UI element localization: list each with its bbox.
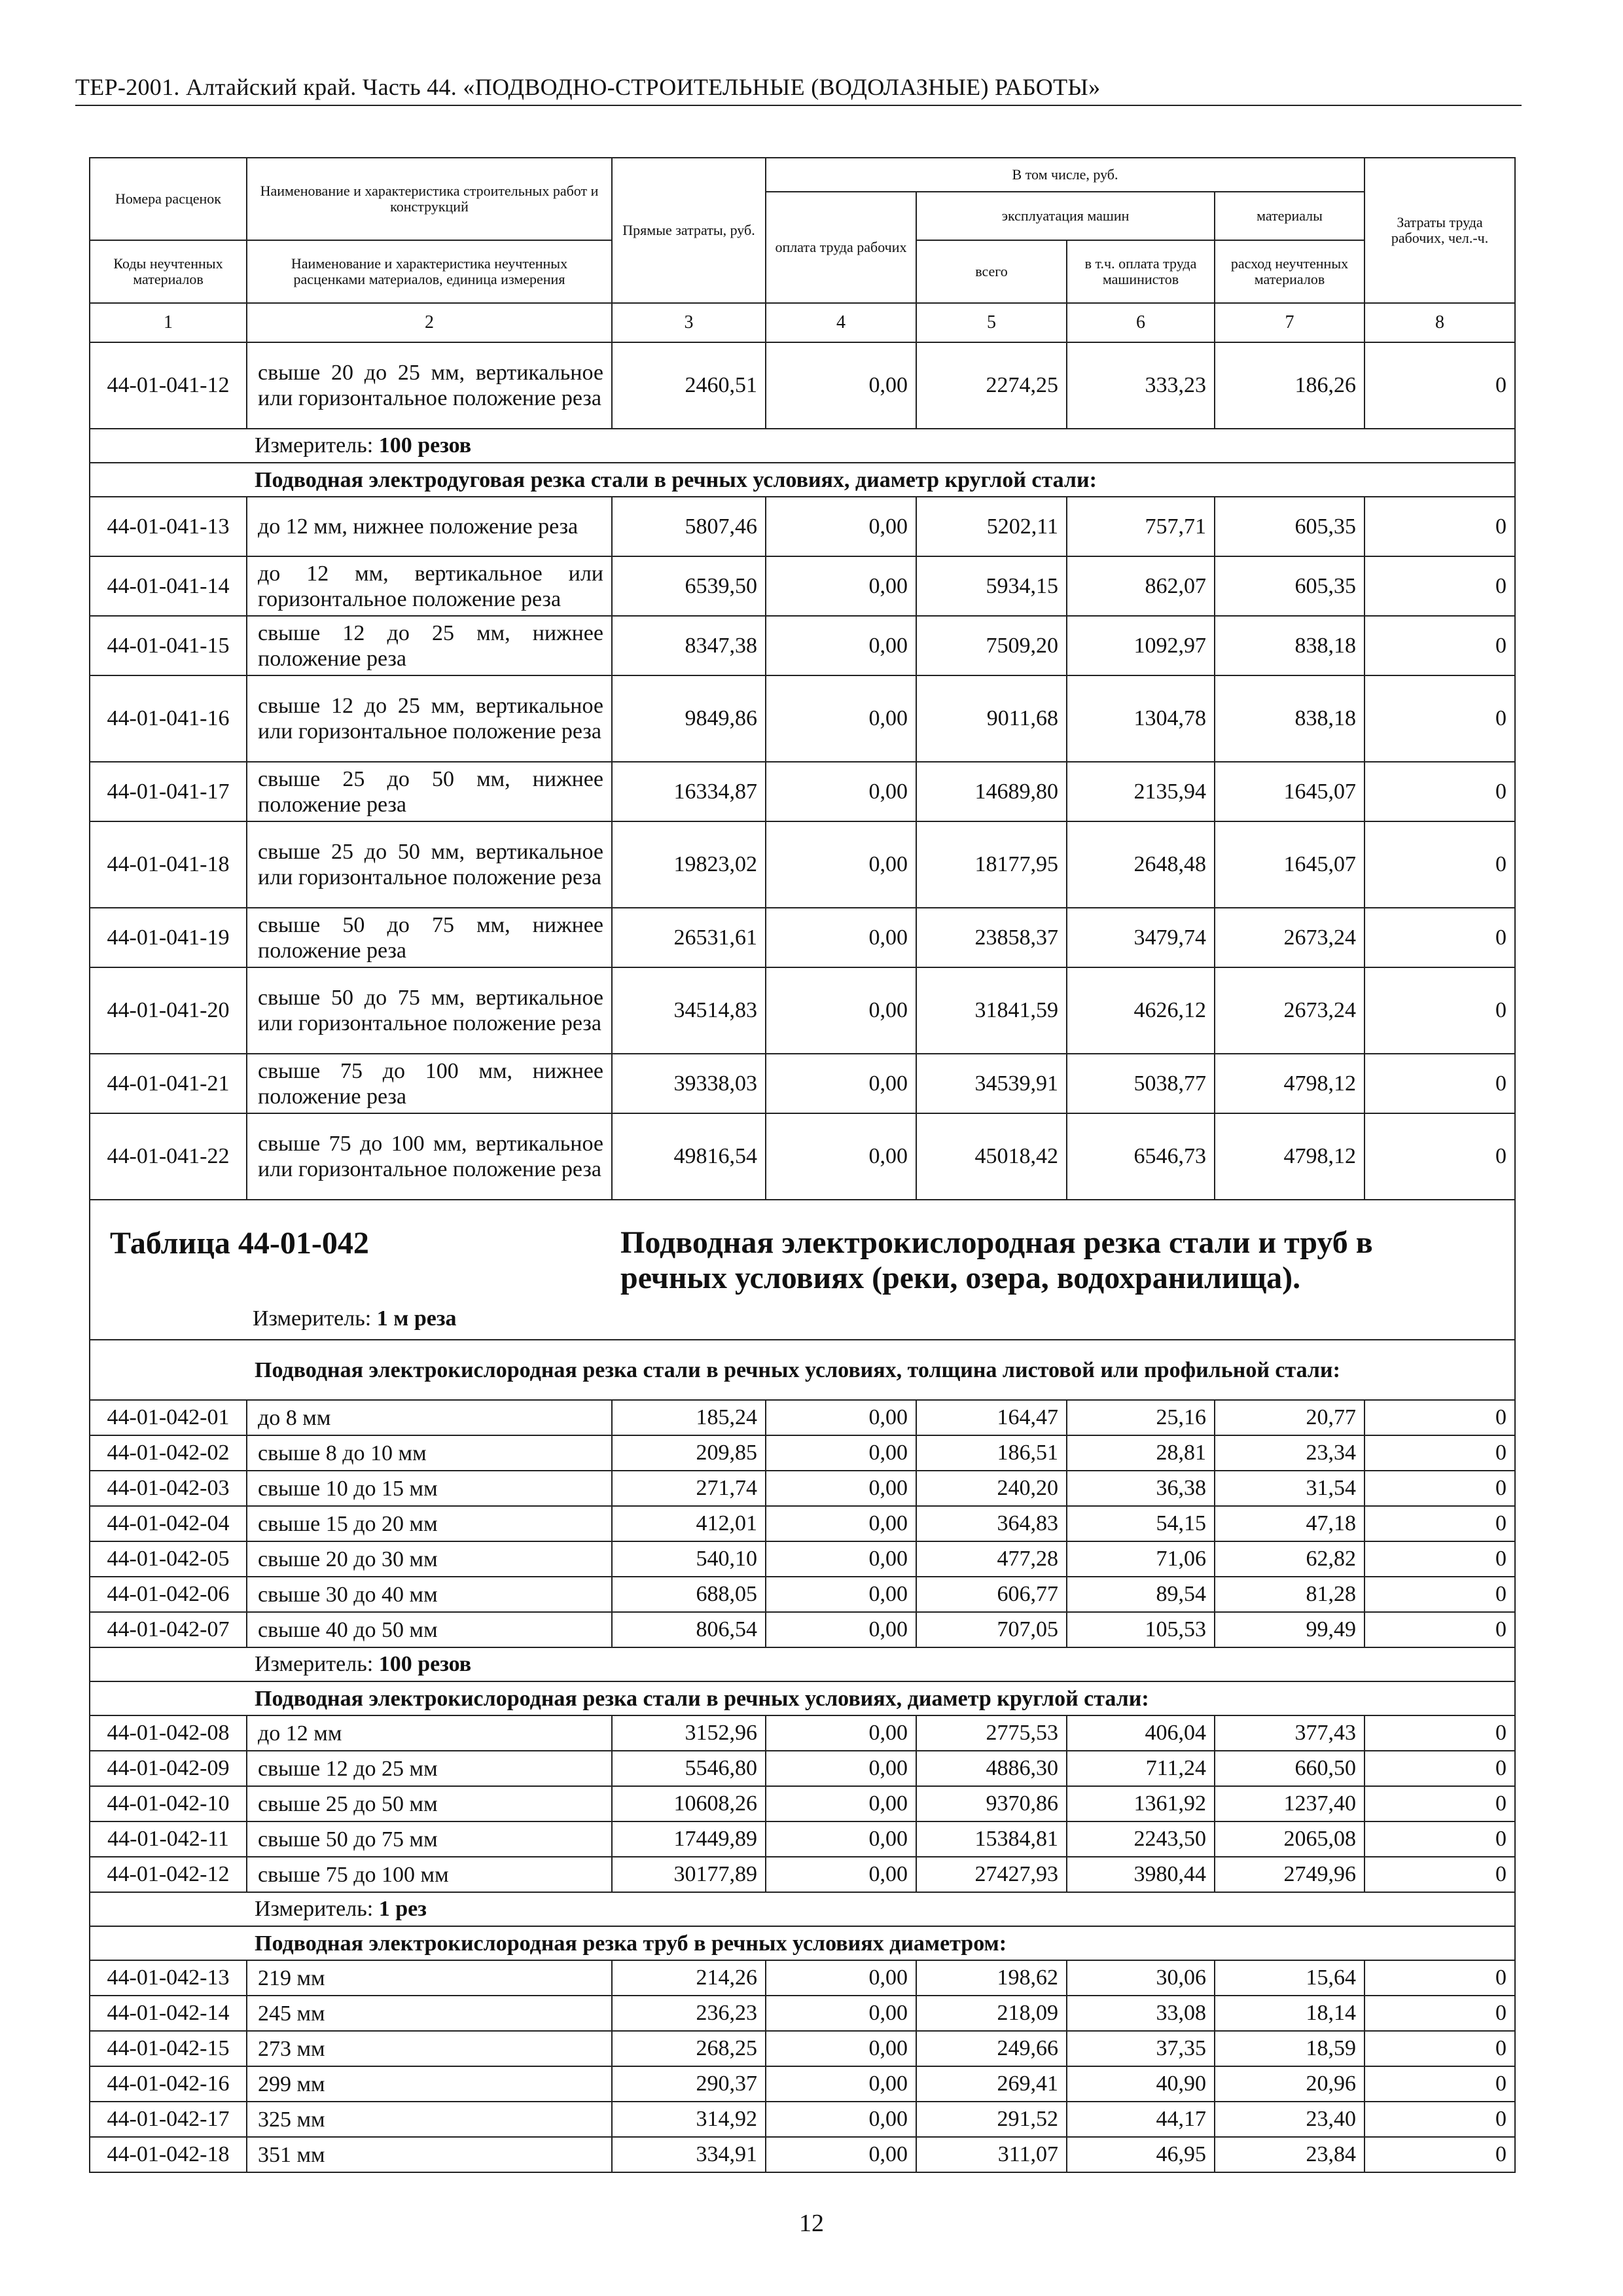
measure-row: Измеритель: 100 резов bbox=[247, 429, 1515, 463]
section-heading: Подводная электрокислородная резка стали в речных условиях, толщина листовой или профильной стали: bbox=[247, 1340, 1515, 1400]
value-cell: 2749,96 bbox=[1215, 1857, 1364, 1892]
value-cell: 0,00 bbox=[766, 2137, 916, 2172]
rate-code: 44-01-042-04 bbox=[90, 1506, 247, 1541]
value-cell: 4798,12 bbox=[1215, 1113, 1364, 1200]
value-cell: 0,00 bbox=[766, 1577, 916, 1612]
table-row bbox=[90, 1400, 1515, 1435]
value-cell: 1237,40 bbox=[1215, 1786, 1364, 1821]
rate-code: 44-01-041-19 bbox=[90, 908, 247, 967]
rate-code: 44-01-041-13 bbox=[90, 497, 247, 556]
value-cell: 0,00 bbox=[766, 1400, 916, 1435]
value-cell: 0 bbox=[1364, 967, 1515, 1054]
rate-code: 44-01-041-15 bbox=[90, 616, 247, 675]
value-cell: 0,00 bbox=[766, 497, 916, 556]
value-cell: 606,77 bbox=[916, 1577, 1067, 1612]
work-description: свыше 75 до 100 мм bbox=[247, 1857, 612, 1892]
value-cell: 605,35 bbox=[1215, 497, 1364, 556]
value-cell: 0,00 bbox=[766, 1821, 916, 1857]
value-cell: 33,08 bbox=[1067, 1996, 1215, 2031]
value-cell: 271,74 bbox=[612, 1471, 766, 1506]
value-cell: 7509,20 bbox=[916, 616, 1067, 675]
work-description: свыше 75 до 100 мм, нижнее положение реза bbox=[247, 1054, 612, 1113]
rate-code: 44-01-041-14 bbox=[90, 556, 247, 616]
col-num: 4 bbox=[766, 303, 916, 342]
value-cell: 2460,51 bbox=[612, 342, 766, 429]
value-cell: 209,85 bbox=[612, 1435, 766, 1471]
value-cell: 19823,02 bbox=[612, 821, 766, 908]
value-cell: 0,00 bbox=[766, 2066, 916, 2102]
table-row bbox=[90, 556, 1515, 616]
value-cell: 218,09 bbox=[916, 1996, 1067, 2031]
value-cell: 0,00 bbox=[766, 1506, 916, 1541]
value-cell: 364,83 bbox=[916, 1506, 1067, 1541]
value-cell: 0,00 bbox=[766, 1996, 916, 2031]
rate-code: 44-01-041-22 bbox=[90, 1113, 247, 1200]
value-cell: 0 bbox=[1364, 762, 1515, 821]
table-row bbox=[90, 1577, 1515, 1612]
col-total: всего bbox=[916, 240, 1067, 303]
value-cell: 311,07 bbox=[916, 2137, 1067, 2172]
value-cell: 89,54 bbox=[1067, 1577, 1215, 1612]
value-cell: 0 bbox=[1364, 2066, 1515, 2102]
value-cell: 377,43 bbox=[1215, 1715, 1364, 1751]
work-description: свыше 8 до 10 мм bbox=[247, 1435, 612, 1471]
col-num: 2 bbox=[247, 303, 612, 342]
col-incl: В том числе, руб. bbox=[766, 158, 1364, 192]
section-heading: Подводная электродуговая резка стали в речных условиях, диаметр круглой стали: bbox=[247, 463, 1515, 497]
value-cell: 23858,37 bbox=[916, 908, 1067, 967]
work-description: до 12 мм, вертикальное или горизонтальное положение реза bbox=[247, 556, 612, 616]
rate-code: 44-01-042-03 bbox=[90, 1471, 247, 1506]
rate-code: 44-01-041-16 bbox=[90, 675, 247, 762]
value-cell: 0 bbox=[1364, 1996, 1515, 2031]
value-cell: 4886,30 bbox=[916, 1751, 1067, 1786]
work-description: свыше 12 до 25 мм, нижнее положение реза bbox=[247, 616, 612, 675]
value-cell: 838,18 bbox=[1215, 675, 1364, 762]
col-unacc-names: Наименование и характеристика неучтенных расценками материалов, единица измерения bbox=[247, 240, 612, 303]
value-cell: 25,16 bbox=[1067, 1400, 1215, 1435]
col-wages: оплата труда рабочих bbox=[766, 192, 916, 303]
value-cell: 0,00 bbox=[766, 1786, 916, 1821]
work-description: 245 мм bbox=[247, 1996, 612, 2031]
rate-code: 44-01-042-15 bbox=[90, 2031, 247, 2066]
value-cell: 10608,26 bbox=[612, 1786, 766, 1821]
table-row bbox=[90, 2066, 1515, 2102]
table-row bbox=[90, 908, 1515, 967]
value-cell: 23,34 bbox=[1215, 1435, 1364, 1471]
value-cell: 862,07 bbox=[1067, 556, 1215, 616]
value-cell: 186,26 bbox=[1215, 342, 1364, 429]
value-cell: 0 bbox=[1364, 1113, 1515, 1200]
work-description: 219 мм bbox=[247, 1960, 612, 1996]
table-row bbox=[90, 1506, 1515, 1541]
page-number: 12 bbox=[799, 2210, 824, 2237]
table-row bbox=[90, 1821, 1515, 1857]
value-cell: 406,04 bbox=[1067, 1715, 1215, 1751]
value-cell: 54,15 bbox=[1067, 1506, 1215, 1541]
value-cell: 18177,95 bbox=[916, 821, 1067, 908]
value-cell: 47,18 bbox=[1215, 1506, 1364, 1541]
work-description: свыше 75 до 100 мм, вертикальное или горизонтальное положение реза bbox=[247, 1113, 612, 1200]
value-cell: 334,91 bbox=[612, 2137, 766, 2172]
rate-code: 44-01-042-06 bbox=[90, 1577, 247, 1612]
table-row bbox=[90, 497, 1515, 556]
table-row bbox=[90, 616, 1515, 675]
value-cell: 268,25 bbox=[612, 2031, 766, 2066]
value-cell: 18,59 bbox=[1215, 2031, 1364, 2066]
value-cell: 0 bbox=[1364, 2102, 1515, 2137]
value-cell: 198,62 bbox=[916, 1960, 1067, 1996]
value-cell: 477,28 bbox=[916, 1541, 1067, 1577]
rate-code: 44-01-041-20 bbox=[90, 967, 247, 1054]
table-row bbox=[90, 1113, 1515, 1200]
value-cell: 5807,46 bbox=[612, 497, 766, 556]
value-cell: 333,23 bbox=[1067, 342, 1215, 429]
value-cell: 0,00 bbox=[766, 2031, 916, 2066]
value-cell: 99,49 bbox=[1215, 1612, 1364, 1647]
header-rule bbox=[75, 105, 1522, 106]
work-description: до 8 мм bbox=[247, 1400, 612, 1435]
work-description: свыше 20 до 30 мм bbox=[247, 1541, 612, 1577]
value-cell: 0 bbox=[1364, 1054, 1515, 1113]
value-cell: 2648,48 bbox=[1067, 821, 1215, 908]
value-cell: 838,18 bbox=[1215, 616, 1364, 675]
value-cell: 36,38 bbox=[1067, 1471, 1215, 1506]
rate-code: 44-01-042-10 bbox=[90, 1786, 247, 1821]
value-cell: 0 bbox=[1364, 821, 1515, 908]
value-cell: 2775,53 bbox=[916, 1715, 1067, 1751]
rate-code: 44-01-041-17 bbox=[90, 762, 247, 821]
table-row bbox=[90, 1435, 1515, 1471]
rates-table bbox=[89, 157, 1516, 2173]
table-row bbox=[90, 967, 1515, 1054]
table-row bbox=[90, 821, 1515, 908]
value-cell: 0,00 bbox=[766, 967, 916, 1054]
value-cell: 2065,08 bbox=[1215, 1821, 1364, 1857]
value-cell: 707,05 bbox=[916, 1612, 1067, 1647]
value-cell: 0 bbox=[1364, 1577, 1515, 1612]
value-cell: 0 bbox=[1364, 1612, 1515, 1647]
rate-code: 44-01-042-17 bbox=[90, 2102, 247, 2137]
value-cell: 269,41 bbox=[916, 2066, 1067, 2102]
table-title-block bbox=[90, 1200, 1515, 1340]
value-cell: 2673,24 bbox=[1215, 967, 1364, 1054]
value-cell: 0 bbox=[1364, 497, 1515, 556]
value-cell: 185,24 bbox=[612, 1400, 766, 1435]
value-cell: 688,05 bbox=[612, 1577, 766, 1612]
value-cell: 0,00 bbox=[766, 2102, 916, 2137]
rate-code: 44-01-042-07 bbox=[90, 1612, 247, 1647]
value-cell: 0,00 bbox=[766, 1960, 916, 1996]
work-description: 325 мм bbox=[247, 2102, 612, 2137]
work-description: 299 мм bbox=[247, 2066, 612, 2102]
work-description: свыше 20 до 25 мм, вертикальное или горизонтальное положение реза bbox=[247, 342, 612, 429]
value-cell: 30,06 bbox=[1067, 1960, 1215, 1996]
value-cell: 0,00 bbox=[766, 1435, 916, 1471]
value-cell: 0,00 bbox=[766, 1857, 916, 1892]
value-cell: 105,53 bbox=[1067, 1612, 1215, 1647]
measure-row: Измеритель: 1 м реза bbox=[253, 1306, 457, 1331]
value-cell: 40,90 bbox=[1067, 2066, 1215, 2102]
table-row bbox=[90, 762, 1515, 821]
section-heading: Подводная электрокислородная резка труб в речных условиях диаметром: bbox=[247, 1926, 1515, 1960]
value-cell: 291,52 bbox=[916, 2102, 1067, 2137]
value-cell: 30177,89 bbox=[612, 1857, 766, 1892]
value-cell: 0 bbox=[1364, 1541, 1515, 1577]
col-labor: Затраты труда рабочих, чел.-ч. bbox=[1364, 158, 1515, 303]
table-row bbox=[90, 2031, 1515, 2066]
value-cell: 26531,61 bbox=[612, 908, 766, 967]
value-cell: 5546,80 bbox=[612, 1751, 766, 1786]
value-cell: 660,50 bbox=[1215, 1751, 1364, 1786]
value-cell: 1645,07 bbox=[1215, 821, 1364, 908]
table-row bbox=[90, 1715, 1515, 1751]
col-materials: материалы bbox=[1215, 192, 1364, 240]
value-cell: 4798,12 bbox=[1215, 1054, 1364, 1113]
work-description: свыше 50 до 75 мм, нижнее положение реза bbox=[247, 908, 612, 967]
value-cell: 214,26 bbox=[612, 1960, 766, 1996]
value-cell: 0 bbox=[1364, 675, 1515, 762]
value-cell: 9011,68 bbox=[916, 675, 1067, 762]
value-cell: 9849,86 bbox=[612, 675, 766, 762]
value-cell: 0,00 bbox=[766, 1054, 916, 1113]
value-cell: 314,92 bbox=[612, 2102, 766, 2137]
value-cell: 5038,77 bbox=[1067, 1054, 1215, 1113]
value-cell: 5934,15 bbox=[916, 556, 1067, 616]
work-description: свыше 30 до 40 мм bbox=[247, 1577, 612, 1612]
rate-code: 44-01-042-14 bbox=[90, 1996, 247, 2031]
rate-code: 44-01-042-08 bbox=[90, 1715, 247, 1751]
col-num: 1 bbox=[90, 303, 247, 342]
value-cell: 0,00 bbox=[766, 1113, 916, 1200]
value-cell: 0 bbox=[1364, 1715, 1515, 1751]
table-row bbox=[90, 1541, 1515, 1577]
value-cell: 9370,86 bbox=[916, 1786, 1067, 1821]
section-heading: Подводная электрокислородная резка стали в речных условиях, диаметр круглой стали: bbox=[247, 1681, 1515, 1715]
value-cell: 0,00 bbox=[766, 675, 916, 762]
work-description: до 12 мм, нижнее положение реза bbox=[247, 497, 612, 556]
value-cell: 2274,25 bbox=[916, 342, 1067, 429]
value-cell: 5202,11 bbox=[916, 497, 1067, 556]
value-cell: 240,20 bbox=[916, 1471, 1067, 1506]
value-cell: 16334,87 bbox=[612, 762, 766, 821]
col-machine-op: эксплуатация машин bbox=[916, 192, 1215, 240]
value-cell: 0 bbox=[1364, 1435, 1515, 1471]
value-cell: 15384,81 bbox=[916, 1821, 1067, 1857]
value-cell: 49816,54 bbox=[612, 1113, 766, 1200]
col-num: 6 bbox=[1067, 303, 1215, 342]
table-row bbox=[90, 1857, 1515, 1892]
table-row bbox=[90, 1471, 1515, 1506]
value-cell: 0,00 bbox=[766, 342, 916, 429]
value-cell: 1092,97 bbox=[1067, 616, 1215, 675]
rate-code: 44-01-042-11 bbox=[90, 1821, 247, 1857]
work-description: свыше 50 до 75 мм, вертикальное или горизонтальное положение реза bbox=[247, 967, 612, 1054]
value-cell: 0,00 bbox=[766, 908, 916, 967]
rate-code: 44-01-042-09 bbox=[90, 1751, 247, 1786]
rate-code: 44-01-042-16 bbox=[90, 2066, 247, 2102]
value-cell: 0 bbox=[1364, 1960, 1515, 1996]
rate-code: 44-01-041-21 bbox=[90, 1054, 247, 1113]
work-description: до 12 мм bbox=[247, 1715, 612, 1751]
col-num: 7 bbox=[1215, 303, 1364, 342]
table-row bbox=[90, 1786, 1515, 1821]
value-cell: 45018,42 bbox=[916, 1113, 1067, 1200]
rate-code: 44-01-041-12 bbox=[90, 342, 247, 429]
rate-code: 44-01-042-12 bbox=[90, 1857, 247, 1892]
value-cell: 34514,83 bbox=[612, 967, 766, 1054]
work-description: свыше 10 до 15 мм bbox=[247, 1471, 612, 1506]
work-description: 273 мм bbox=[247, 2031, 612, 2066]
value-cell: 71,06 bbox=[1067, 1541, 1215, 1577]
value-cell: 711,24 bbox=[1067, 1751, 1215, 1786]
table-name: Подводная электрокислородная резка стали и труб в речных условиях (реки, озера, водохранилища). bbox=[620, 1225, 1373, 1295]
value-cell: 2135,94 bbox=[1067, 762, 1215, 821]
table-row bbox=[90, 342, 1515, 429]
value-cell: 0 bbox=[1364, 1857, 1515, 1892]
value-cell: 0,00 bbox=[766, 1751, 916, 1786]
value-cell: 1361,92 bbox=[1067, 1786, 1215, 1821]
value-cell: 0 bbox=[1364, 342, 1515, 429]
value-cell: 290,37 bbox=[612, 2066, 766, 2102]
work-description: свыше 25 до 50 мм, нижнее положение реза bbox=[247, 762, 612, 821]
value-cell: 806,54 bbox=[612, 1612, 766, 1647]
value-cell: 0 bbox=[1364, 1786, 1515, 1821]
value-cell: 0,00 bbox=[766, 556, 916, 616]
value-cell: 0 bbox=[1364, 1506, 1515, 1541]
value-cell: 249,66 bbox=[916, 2031, 1067, 2066]
col-incl-operators: в т.ч. оплата труда машинистов bbox=[1067, 240, 1215, 303]
value-cell: 17449,89 bbox=[612, 1821, 766, 1857]
value-cell: 6546,73 bbox=[1067, 1113, 1215, 1200]
value-cell: 0,00 bbox=[766, 762, 916, 821]
value-cell: 3479,74 bbox=[1067, 908, 1215, 967]
value-cell: 34539,91 bbox=[916, 1054, 1067, 1113]
work-description: свыше 15 до 20 мм bbox=[247, 1506, 612, 1541]
value-cell: 1645,07 bbox=[1215, 762, 1364, 821]
value-cell: 236,23 bbox=[612, 1996, 766, 2031]
value-cell: 20,96 bbox=[1215, 2066, 1364, 2102]
work-description: свыше 12 до 25 мм bbox=[247, 1751, 612, 1786]
value-cell: 23,84 bbox=[1215, 2137, 1364, 2172]
measure-row: Измеритель: 100 резов bbox=[247, 1647, 1515, 1681]
table-row bbox=[90, 1054, 1515, 1113]
value-cell: 39338,03 bbox=[612, 1054, 766, 1113]
value-cell: 8347,38 bbox=[612, 616, 766, 675]
value-cell: 37,35 bbox=[1067, 2031, 1215, 2066]
value-cell: 27427,93 bbox=[916, 1857, 1067, 1892]
col-rate-numbers: Номера расценок bbox=[90, 158, 247, 240]
rate-code: 44-01-042-02 bbox=[90, 1435, 247, 1471]
value-cell: 186,51 bbox=[916, 1435, 1067, 1471]
value-cell: 31841,59 bbox=[916, 967, 1067, 1054]
value-cell: 46,95 bbox=[1067, 2137, 1215, 2172]
col-unacc-codes: Коды неучтенных материалов bbox=[90, 240, 247, 303]
work-description: 351 мм bbox=[247, 2137, 612, 2172]
table-row bbox=[90, 2137, 1515, 2172]
value-cell: 2673,24 bbox=[1215, 908, 1364, 967]
value-cell: 0,00 bbox=[766, 821, 916, 908]
value-cell: 18,14 bbox=[1215, 1996, 1364, 2031]
value-cell: 0 bbox=[1364, 1821, 1515, 1857]
value-cell: 0,00 bbox=[766, 1541, 916, 1577]
col-num: 8 bbox=[1364, 303, 1515, 342]
value-cell: 0 bbox=[1364, 1751, 1515, 1786]
value-cell: 31,54 bbox=[1215, 1471, 1364, 1506]
value-cell: 44,17 bbox=[1067, 2102, 1215, 2137]
value-cell: 605,35 bbox=[1215, 556, 1364, 616]
measure-row: Измеритель: 1 рез bbox=[247, 1892, 1515, 1926]
rate-code: 44-01-041-18 bbox=[90, 821, 247, 908]
table-row bbox=[90, 675, 1515, 762]
value-cell: 6539,50 bbox=[612, 556, 766, 616]
value-cell: 0 bbox=[1364, 2031, 1515, 2066]
col-num: 5 bbox=[916, 303, 1067, 342]
value-cell: 0 bbox=[1364, 616, 1515, 675]
value-cell: 62,82 bbox=[1215, 1541, 1364, 1577]
value-cell: 0,00 bbox=[766, 1471, 916, 1506]
col-mat-consumption: расход неучтенных материалов bbox=[1215, 240, 1364, 303]
work-description: свыше 25 до 50 мм, вертикальное или горизонтальное положение реза bbox=[247, 821, 612, 908]
value-cell: 0 bbox=[1364, 2137, 1515, 2172]
value-cell: 164,47 bbox=[916, 1400, 1067, 1435]
value-cell: 3980,44 bbox=[1067, 1857, 1215, 1892]
value-cell: 0 bbox=[1364, 1471, 1515, 1506]
table-row bbox=[90, 1996, 1515, 2031]
running-header: ТЕР-2001. Алтайский край. Часть 44. «ПОДВОДНО-СТРОИТЕЛЬНЫЕ (ВОДОЛАЗНЫЕ) РАБОТЫ» bbox=[75, 74, 1101, 100]
value-cell: 20,77 bbox=[1215, 1400, 1364, 1435]
value-cell: 4626,12 bbox=[1067, 967, 1215, 1054]
work-description: свыше 25 до 50 мм bbox=[247, 1786, 612, 1821]
value-cell: 0,00 bbox=[766, 616, 916, 675]
value-cell: 1304,78 bbox=[1067, 675, 1215, 762]
value-cell: 0,00 bbox=[766, 1612, 916, 1647]
value-cell: 412,01 bbox=[612, 1506, 766, 1541]
value-cell: 3152,96 bbox=[612, 1715, 766, 1751]
work-description: свыше 50 до 75 мм bbox=[247, 1821, 612, 1857]
value-cell: 0 bbox=[1364, 1400, 1515, 1435]
table-row bbox=[90, 1612, 1515, 1647]
value-cell: 2243,50 bbox=[1067, 1821, 1215, 1857]
col-direct-costs: Прямые затраты, руб. bbox=[612, 158, 766, 303]
value-cell: 0 bbox=[1364, 908, 1515, 967]
value-cell: 14689,80 bbox=[916, 762, 1067, 821]
value-cell: 0 bbox=[1364, 556, 1515, 616]
table-number: Таблица 44-01-042 bbox=[110, 1226, 369, 1261]
value-cell: 0,00 bbox=[766, 1715, 916, 1751]
work-description: свыше 40 до 50 мм bbox=[247, 1612, 612, 1647]
table-row bbox=[90, 2102, 1515, 2137]
value-cell: 540,10 bbox=[612, 1541, 766, 1577]
value-cell: 757,71 bbox=[1067, 497, 1215, 556]
value-cell: 15,64 bbox=[1215, 1960, 1364, 1996]
col-num: 3 bbox=[612, 303, 766, 342]
rate-code: 44-01-042-05 bbox=[90, 1541, 247, 1577]
table-row bbox=[90, 1960, 1515, 1996]
rate-code: 44-01-042-18 bbox=[90, 2137, 247, 2172]
table-row bbox=[90, 1751, 1515, 1786]
value-cell: 81,28 bbox=[1215, 1577, 1364, 1612]
work-description: свыше 12 до 25 мм, вертикальное или горизонтальное положение реза bbox=[247, 675, 612, 762]
col-work-name: Наименование и характеристика строительных работ и конструкций bbox=[247, 158, 612, 240]
value-cell: 28,81 bbox=[1067, 1435, 1215, 1471]
value-cell: 23,40 bbox=[1215, 2102, 1364, 2137]
rate-code: 44-01-042-13 bbox=[90, 1960, 247, 1996]
rate-code: 44-01-042-01 bbox=[90, 1400, 247, 1435]
